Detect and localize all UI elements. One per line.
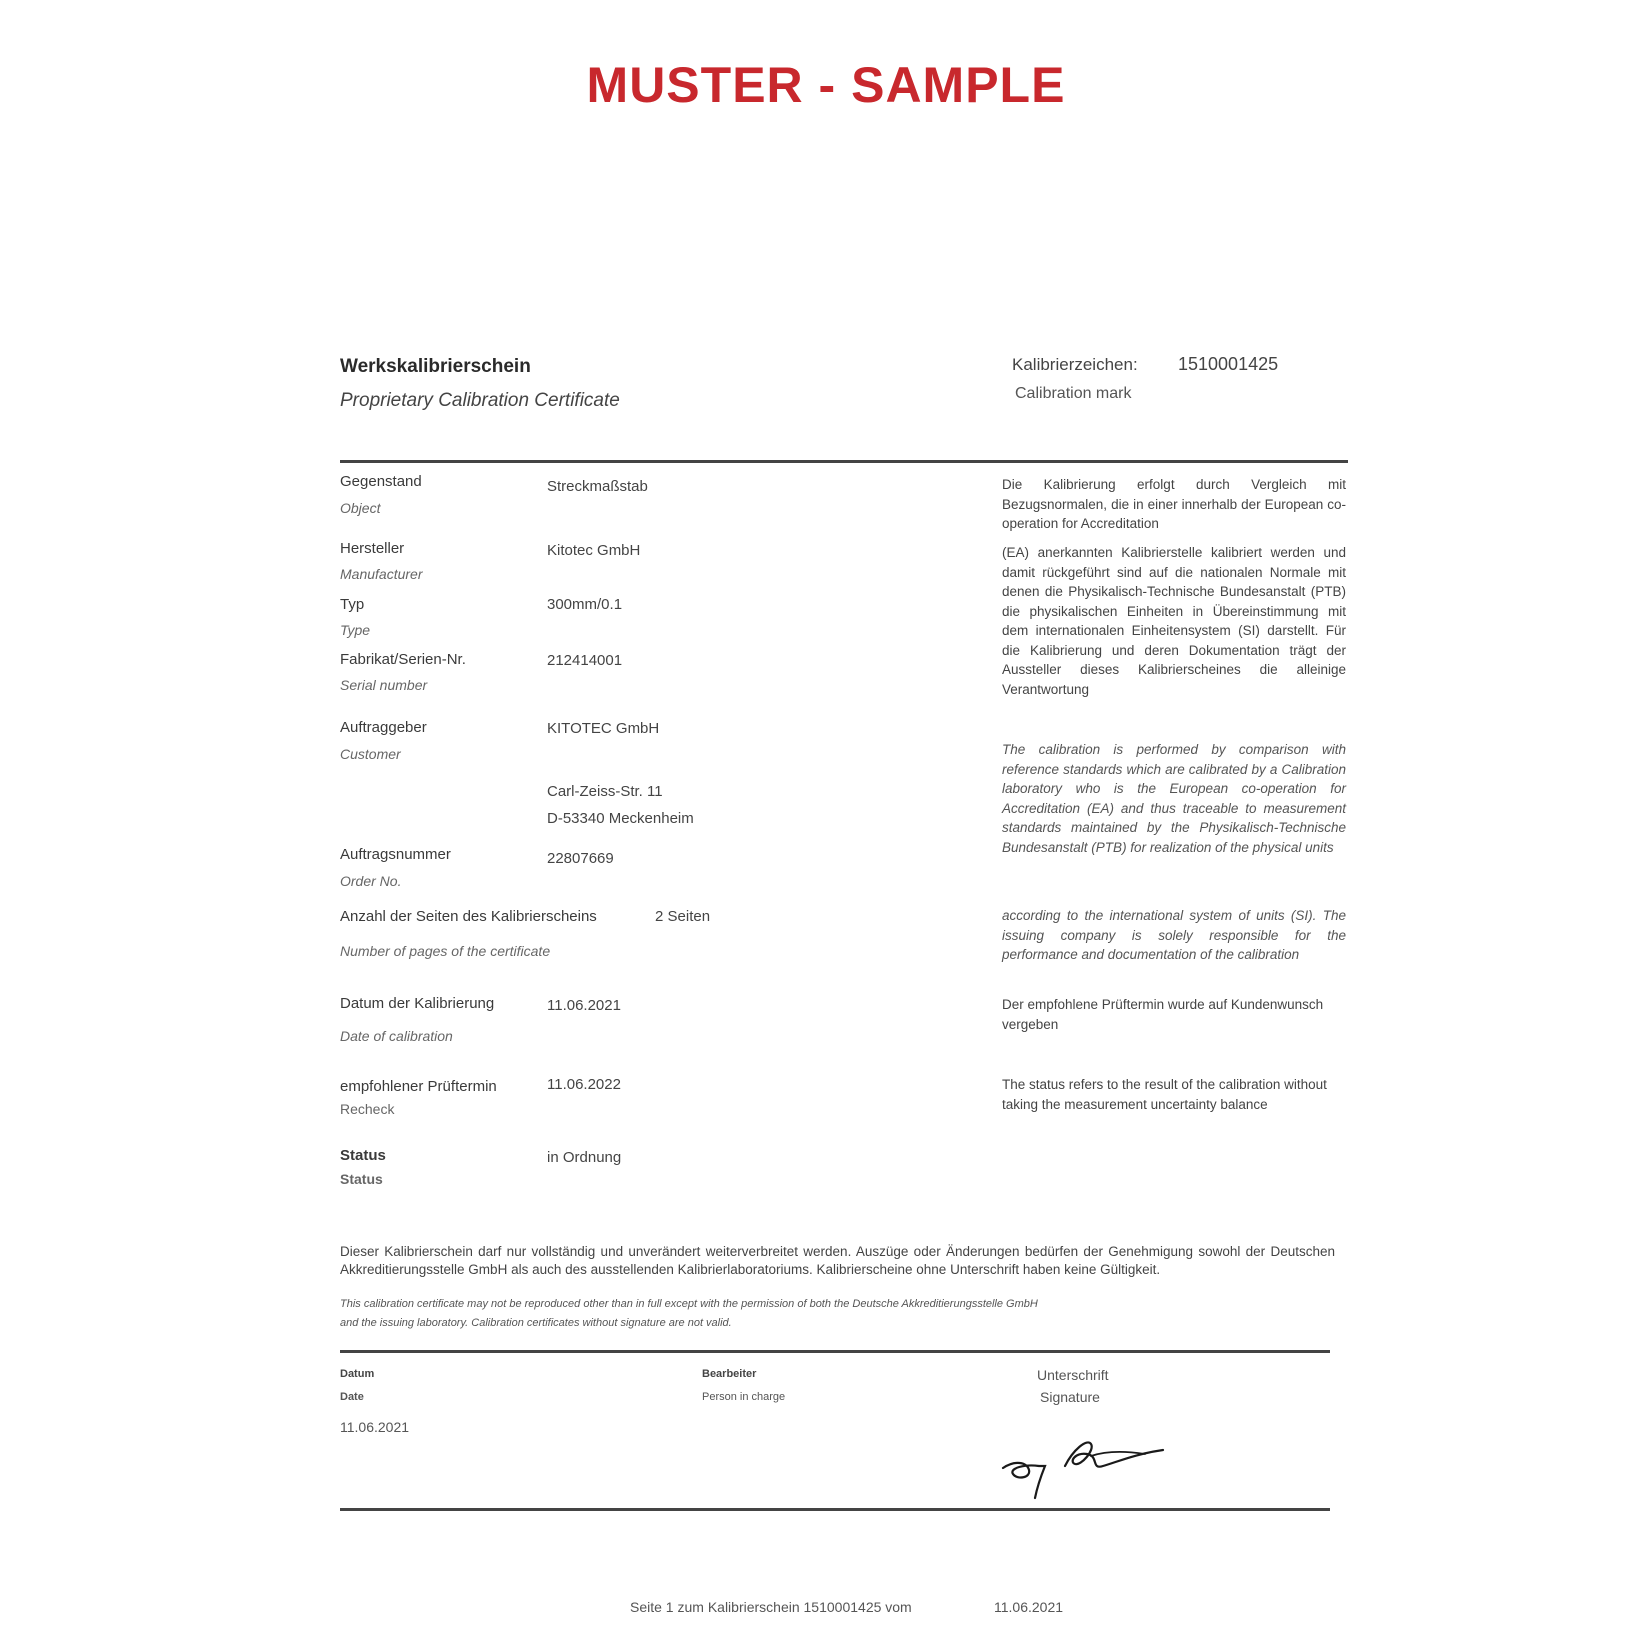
traceability-text-de-2: (EA) anerkannten Kalibrierstelle kalibriert werden und damit rückgeführt sind auf die nationalen Normale mit denen die Physikalisch-Technische Bundesanstalt (PTB) die physikalischen Einheiten in Übereinstimmung mit dem internationalen Einheitensystem (SI) darstellt. Für die Kalibrierung und deren Dokumentation trägt der Aussteller dieses Kalibrierscheines die alleinige Verantwortung (1002, 545, 1346, 697)
page-footer-date: 11.06.2021 (994, 1599, 1064, 1615)
field-label-en: Order No. (340, 873, 402, 889)
field-label-en: Manufacturer (340, 566, 423, 582)
document-subtitle: Proprietary Calibration Certificate (340, 390, 620, 411)
field-label: empfohlener Prüftermin (340, 1078, 497, 1095)
traceability-text-en-2: according to the international system of units (SI). The issuing company is solely responsible for the performance and documentation of the calibration (1002, 908, 1346, 962)
field-label-en: Serial number (340, 677, 428, 693)
field-label: Gegenstand (340, 473, 422, 490)
field-label-en: Status (340, 1171, 383, 1187)
traceability-text-de-1: Die Kalibrierung erfolgt durch Vergleich mit Bezugsnormalen, die in einer innerhalb der European co-operation for Accreditation (1002, 477, 1346, 531)
signature-top-divider (340, 1350, 1330, 1353)
calibration-mark-label: Kalibrierzeichen: (1012, 355, 1138, 374)
field-value: 212414001 (547, 652, 623, 669)
field-label: Fabrikat/Serien-Nr. (340, 651, 466, 668)
field-value: Carl-Zeiss-Str. 11 (547, 783, 663, 800)
field-value: 11.06.2022 (547, 1076, 621, 1093)
page-footer-text: Seite 1 zum Kalibrierschein 1510001425 vom (630, 1599, 912, 1615)
field-label-en: Date of calibration (340, 1028, 453, 1044)
person-in-charge-label: Bearbeiter (702, 1368, 757, 1380)
field-label: Hersteller (340, 540, 405, 557)
traceability-text-en-1: The calibration is performed by comparison with reference standards which are calibrated by a Calibration laboratory who is the European co-operation for Accreditation (EA) and thus traceable to measurement standards maintained by the Physikalisch-Technische Bundesanstalt (PTB) for realization of the physical units (1002, 742, 1346, 855)
field-label: Status (340, 1147, 386, 1164)
field-value: in Ordnung (547, 1149, 622, 1166)
date-value: 11.06.2021 (340, 1419, 410, 1435)
signature-label: Unterschrift (1037, 1367, 1109, 1383)
recheck-note: Der empfohlene Prüftermin wurde auf Kundenwunsch vergeben (1002, 997, 1324, 1032)
field-value: D-53340 Meckenheim (547, 810, 694, 827)
field-label: Auftragsnummer (340, 846, 451, 863)
field-label-en: Customer (340, 746, 401, 762)
date-label: Datum (340, 1368, 375, 1380)
field-label-en: Recheck (340, 1101, 395, 1117)
field-label: Typ (340, 596, 365, 613)
signature-bottom-divider (340, 1508, 1330, 1511)
field-value: 11.06.2021 (547, 997, 621, 1014)
field-value: 22807669 (547, 850, 614, 867)
field-value: 300mm/0.1 (547, 596, 623, 613)
field-label: Datum der Kalibrierung (340, 995, 495, 1012)
legal-notice-en-line1: This calibration certificate may not be reproduced other than in full except with the permission of both the Deutsche Akkreditierungsstelle GmbH (340, 1298, 1038, 1310)
field-value: Streckmaßstab (547, 478, 648, 495)
field-value: Kitotec GmbH (547, 542, 641, 559)
calibration-mark-value: 1510001425 (1178, 354, 1279, 374)
handwritten-signature-icon (995, 1420, 1175, 1500)
signature-label-en: Signature (1040, 1389, 1100, 1405)
person-in-charge-label-en: Person in charge (702, 1391, 786, 1403)
field-value: KITOTEC GmbH (547, 720, 660, 737)
field-label: Auftraggeber (340, 719, 427, 736)
field-label-en: Type (340, 622, 371, 638)
document-title: Werkskalibrierschein (340, 356, 531, 377)
header-divider (340, 460, 1348, 463)
status-note: The status refers to the result of the calibration without taking the measurement uncertainty balance (1002, 1077, 1327, 1112)
sample-watermark-banner: MUSTER - SAMPLE (586, 57, 1066, 113)
field-label: Anzahl der Seiten des Kalibrierscheins (340, 908, 597, 925)
calibration-mark-label-en: Calibration mark (1015, 385, 1132, 402)
field-label-en: Number of pages of the certificate (340, 943, 551, 959)
date-label-en: Date (340, 1391, 364, 1403)
field-value: 2 Seiten (655, 908, 711, 925)
field-label-en: Object (340, 500, 381, 516)
legal-notice-de: Dieser Kalibrierschein darf nur vollständig und unverändert weiterverbreitet werden. Auszüge oder Änderungen bedürfen der Genehmigung sowohl der Deutschen Akkreditierungsstelle GmbH als auch des ausstellenden Kalibrierlaboratoriums. Kalibrierscheine ohne Unterschrift haben keine Gültigkeit. (340, 1244, 1335, 1277)
legal-notice-en-line2: and the issuing laboratory. Calibration certificates without signature are not valid. (340, 1317, 732, 1329)
